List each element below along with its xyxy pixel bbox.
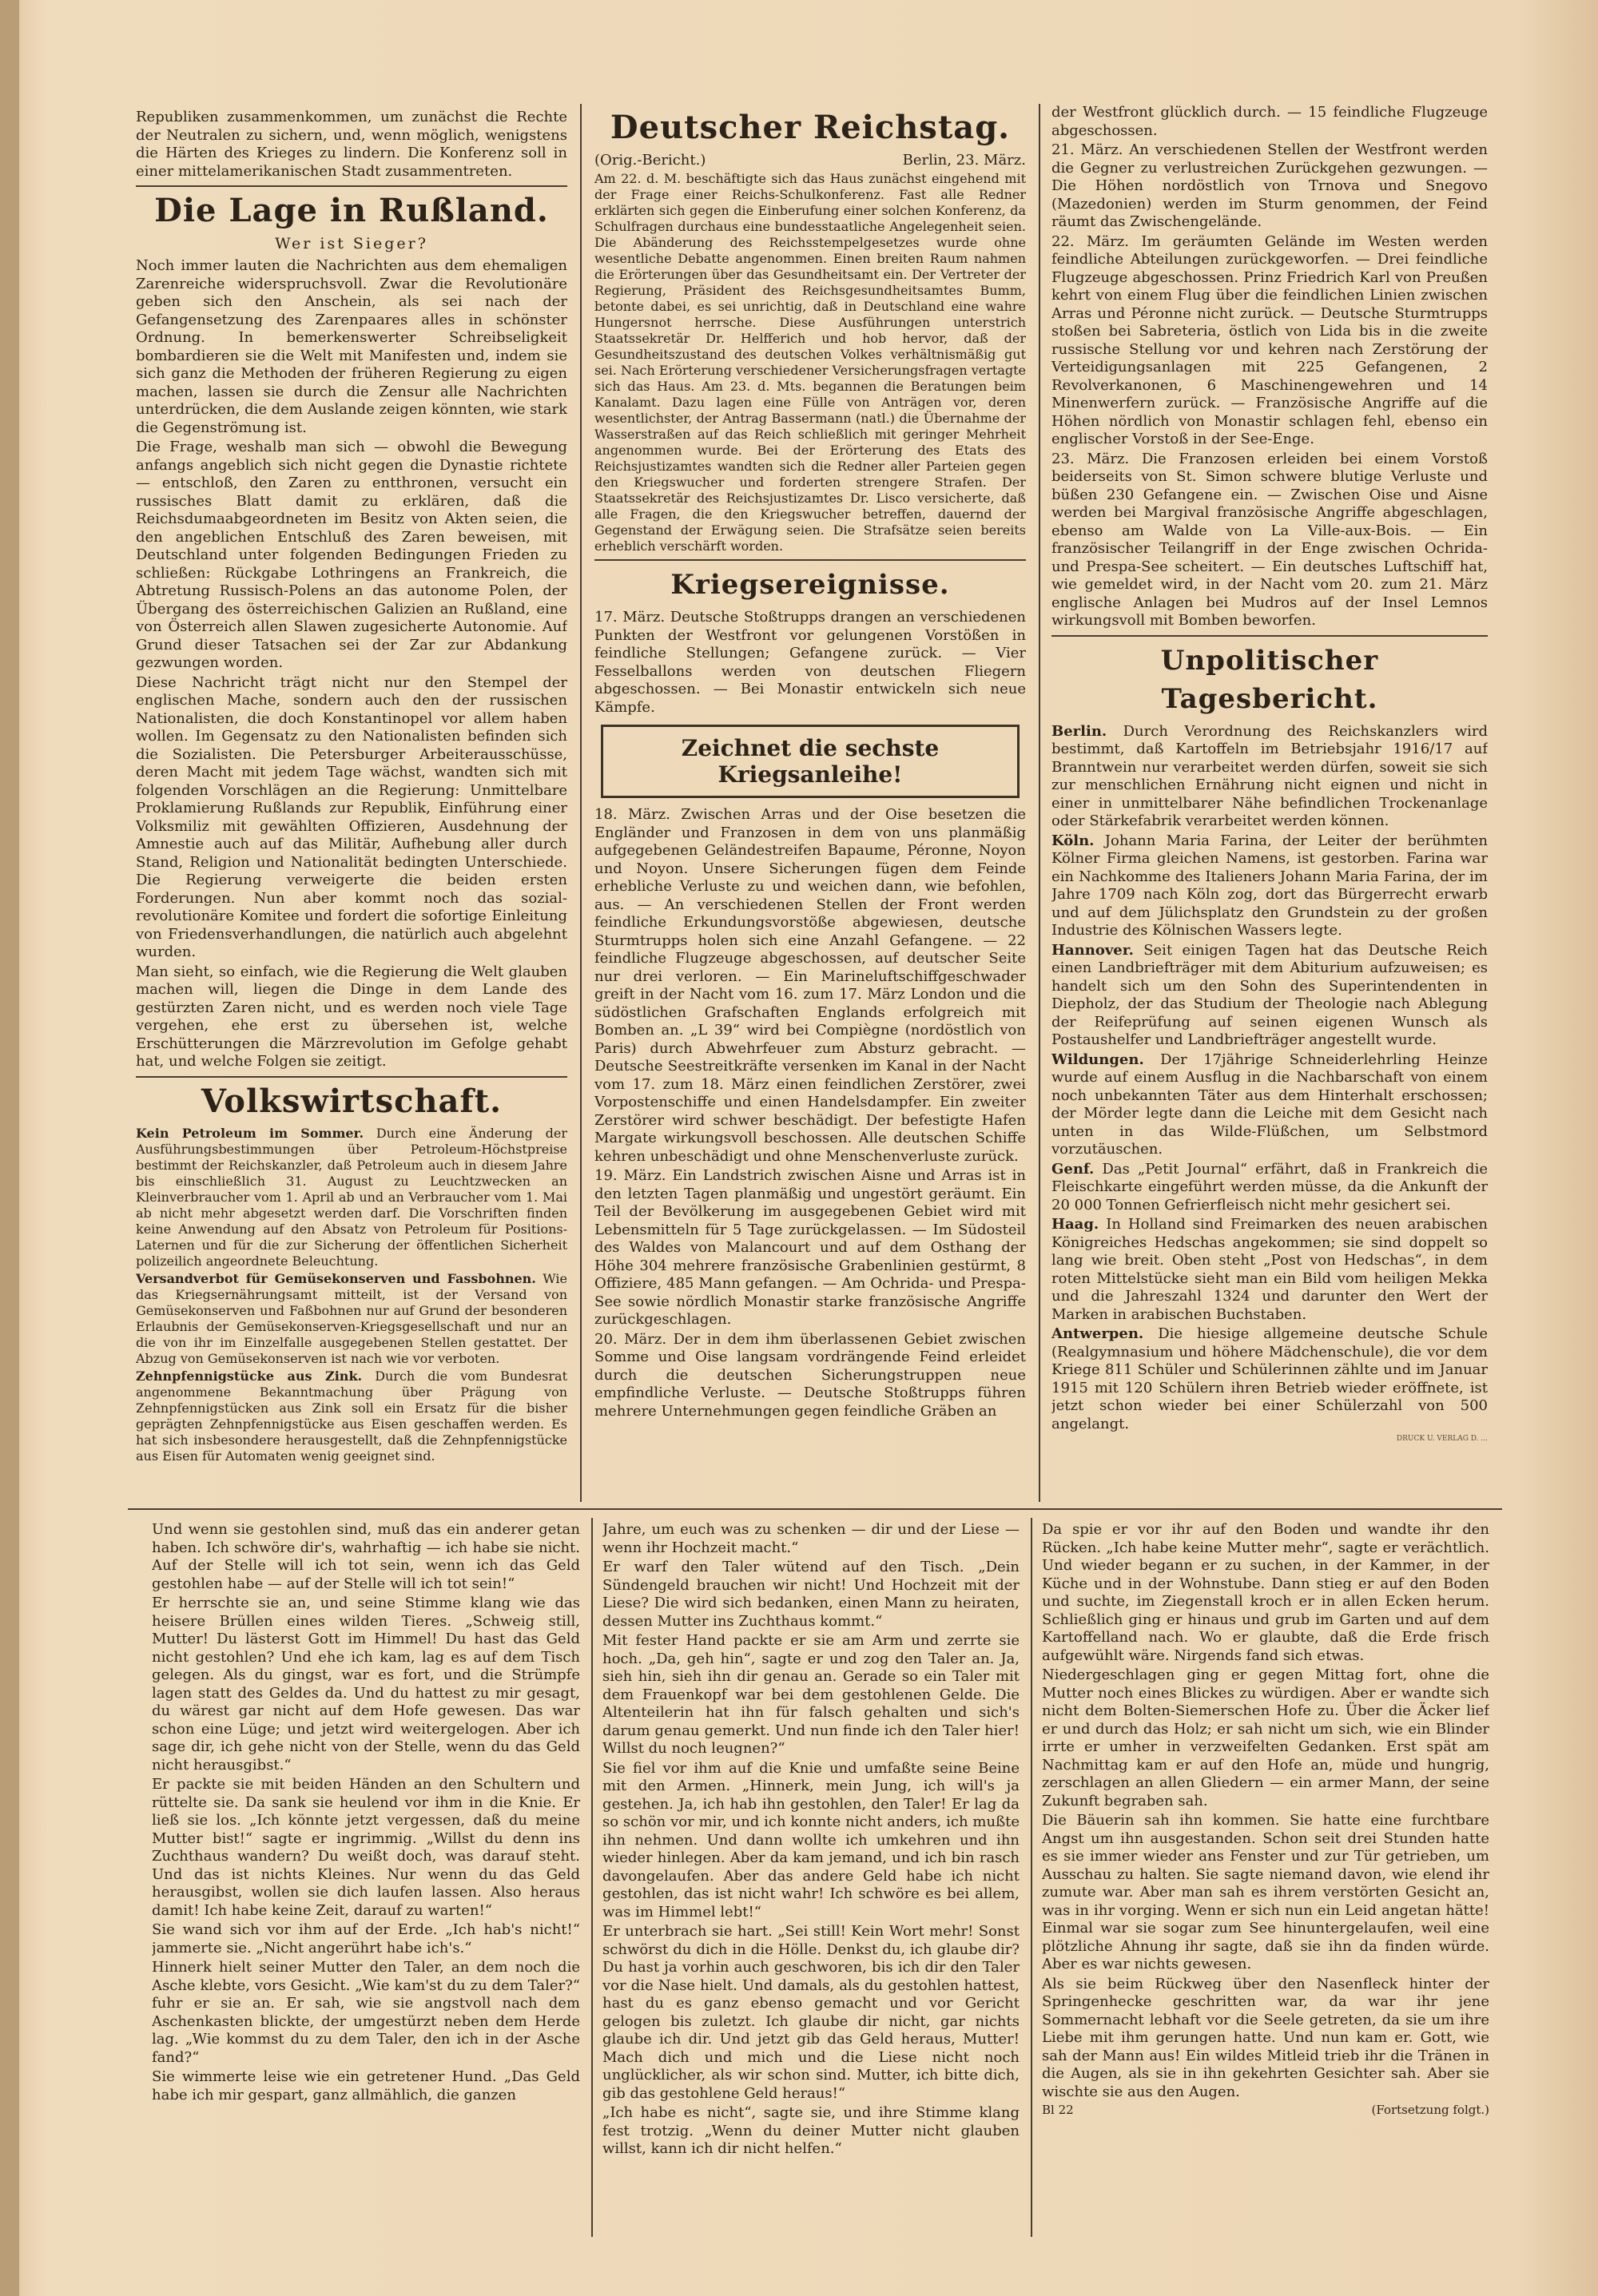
econ-item xyxy=(136,1271,567,1367)
news-item-place: Berlin. xyxy=(1051,722,1107,740)
news-item-text: Seit einigen Tagen hat das Deutsche Reich einen Landbriefträger mit dem Abiturium aufzuweisen; es handelt sich um den Sohn des Superintendenten in Diepholz, der das Studium der Theologie nach Ablegung der Reifeprüfung auf seinen eigenen Wunsch als Postaushelfer und Landbriefträger angestellt wurde. xyxy=(1051,941,1488,1048)
story-paragraph: Jahre, um euch was zu schenken — dir und der Liese — wenn ihr Hochzeit macht.“ xyxy=(602,1521,1020,1556)
news-item-place: Wildungen. xyxy=(1051,1051,1144,1068)
econ-item-text: Durch eine Änderung der Ausführungsbestimmungen über Petroleum-Höchstpreise bestimmt der Reichskanzler, daß Petroleum auch in diesem Jahre bis einschließlich 31. August zu Leuchtzwecken an Kleinverbraucher vom 1. April ab und an Verbraucher vom 1. Mai ab nicht mehr abgesetzt werden darf. Die Vorschriften finden keine Anwendung auf den Absatz von Petroleum für Positions-Laternen und für die zur Sicherung der öffentlichen Sicherheit polizeilich angeordnete Beleuchtung. xyxy=(136,1125,567,1269)
divider xyxy=(136,185,567,187)
econ-item-lead: Kein Petroleum im Sommer. xyxy=(136,1125,364,1141)
news-item-text: Die hiesige allgemeine deutsche Schule (Realgymnasium und höhere Mädchenschule), die vor dem Kriege 811 Schüler und Schülerinnen zählte und im Januar 1915 mit 120 Schülern ihren Betrieb wieder eröffnete, ist jetzt schon wieder bei einer Schülerzahl von 500 angelangt. xyxy=(1051,1325,1488,1432)
news-item-place: Hannover. xyxy=(1051,941,1134,959)
war-report: 21. März. An verschiedenen Stellen der Westfront werden die Gegner zu verlustreichen Zurückgehen gezwungen. — Die Höhen nordöstlich von Trnova und Snegovo (Mazedonien) werden im Sturm genommen, der Feind räumt das Zwischengelände. xyxy=(1051,141,1488,230)
news-item-text: In Holland sind Freimarken des neuen arabischen Königreiches Hedschas angekommen; sie sind doppelt so lang wie breit. Oben steht „Post von Hedschas“, in dem roten Mittelstücke sieht man ein Bild vom heiligen Mekka und die Jahreszahl 1324 und darunter den Wert der Marken in arabischen Buchstaben. xyxy=(1051,1216,1488,1323)
econ-item-lead: Versandverbot für Gemüsekonserven und Fassbohnen. xyxy=(136,1270,536,1286)
news-item-text: Johann Maria Farina, der Leiter der berühmten Kölner Firma gleichen Namens, ist gestorben. Farina war ein Nachkomme des Italieners Johann Maria Farina, der im Jahre 1709 nach Köln zog, dort das Bürgerrecht erwarb und auf dem Jülichsplatz den Grundstein zu der großen Industrie des Kölnischen Wassers legte. xyxy=(1051,832,1488,939)
story-paragraph: Er unterbrach sie hart. „Sei still! Kein Wort mehr! Sonst schwörst du dich in die Hölle. Denkst du, ich glaube dir? Du hast ja vorhin auch geschworen, bis ich dir den Taler vor die Nase hielt. Und damals, als du gestohlen hattest, hast du es ganz ebenso gemacht und vor Gericht gelogen bis zuletzt. Ich glaube dir nicht, gar nichts glaube ich dir. Und jetzt gib das Geld heraus, Mutter! Mach dich und mich und die Liese nicht noch unglücklicher, als wir schon sind. Mutter, ich bitte dich, gib das gestohlene Geld heraus!“ xyxy=(602,1923,1020,2102)
war-report: der Westfront glücklich durch. — 15 feindliche Flugzeuge abgeschossen. xyxy=(1051,104,1488,139)
news-item xyxy=(1051,1051,1488,1159)
news-item-text: Das „Petit Journal“ erfährt, daß in Frankreich die Fleischkarte eingeführt werden müsse, da die Ankunft der 20 000 Tonnen Gefrierfleisch nicht mehr gesichert sei. xyxy=(1051,1160,1488,1214)
econ-item-text: Wie das Kriegsernährungsamt mitteilt, ist der Versand von Gemüsekonserven und Faßbohnen nur auf Grund der besonderen Erlaubnis der Gemüsekonserven-Kriegsgesellschaft und nur an die von ihr im Einzelfalle ausgegebenen Stellen gestattet. Der Abzug von Gemüsekonserven ist nach wie vor verboten. xyxy=(136,1270,567,1366)
news-item-text: Durch Verordnung des Reichskanzlers wird bestimmt, daß Kartoffeln im Betriebsjahr 1916/17 auf Branntwein nur verarbeitet werden dürfen, soweit sie sich zur menschlichen Ernährung nicht eignen und nicht in einer in unmittelbarer Nähe befindlichen Trockenanlage oder Stärkefabrik verarbeitet werden können. xyxy=(1051,722,1488,829)
story-paragraph: Sie wand sich vor ihm auf der Erde. „Ich hab's nicht!“ jammerte sie. „Nicht angerührt habe ich's.“ xyxy=(152,1921,580,1956)
war-report: 23. März. Die Franzosen erleiden bei einem Vorstoß beiderseits von St. Simon schwere blutige Verluste und büßen 230 Gefangene ein. — Zwischen Oise und Aisne werden bei Margival französische Angriffe abgeschlagen, ebenso am Walde von La Ville-aux-Bois. — Ein französischer Teilangriff in der Enge zwischen Ochrida- und Prespa-See scheitert. — Ein deutsches Luftschiff hat, wie gemeldet wird, in der Nacht vom 20. zum 21. März englische Anlagen bei Mudros auf der Insel Lemnos wirkungsvoll mit Bomben beworfen. xyxy=(1051,450,1488,629)
news-item-place: Antwerpen. xyxy=(1051,1325,1144,1342)
story-paragraph: Die Bäuerin sah ihn kommen. Sie hatte eine furchtbare Angst um ihn ausgestanden. Schon seit drei Stunden hatte es sie immer wieder ans Fenster und zur Tür getrieben, um Ausschau zu halten. Sie sagte niemand davon, wie elend ihr zumute war. Aber man sah es ihrem verstörten Gesicht an, was in ihr vorging. Wenn er sich nun ein Leid angetan hätte! Einmal war sie sogar zum See hinuntergelaufen, weil eine plötzliche Ahnung ihr sagte, daß sie ihn da finden würde. Aber es war nichts gewesen. xyxy=(1042,1812,1489,1972)
war-loan-box: Zeichnet die sechste Kriegsanleihe! xyxy=(601,725,1020,798)
war-report: 18. März. Zwischen Arras und der Oise besetzen die Engländer und Franzosen in dem von uns planmäßig aufgegebenen Geländestreifen Bapaume, Péronne, Noyon und Noyon. Unsere Sicherungen fügen dem Feinde erhebliche Verluste zu und weichen dann, wie befohlen, aus. — An verschiedenen Stellen der Front werden feindliche Erkundungsvorstöße abgewiesen, deutsche Sturmtrupps holen sich eine Anzahl Gefangene. — 22 feindliche Flugzeuge abgeschossen, auf deutscher Seite nur drei verloren. — Ein Marineluftschiffgeschwader greift in der Nacht vom 16. zum 17. März London und die südöstlichen Grafschaften Englands erfolgreich mit Bomben an. „L 39“ wird bei Compiègne (nordöstlich von Paris) durch Abwehrfeuer zum Absturz gebracht. — Deutsche Seestreitkräfte versenken im Kanal in der Nacht vom 17. zum 18. März einen feindlichen Zerstörer, zwei Vorpostenschiffe und einen Handelsdampfer. Ein zweiter Zerstörer wird schwer beschädigt. Der befestigte Hafen Margate wirkungsvoll beschossen. Alle deutschen Schiffe kehren unbeschädigt und ohne Menschenverluste zurück. xyxy=(594,806,1026,1165)
kriegsereignisse-headline: Kriegsereignisse. xyxy=(670,569,950,601)
story-column-3 xyxy=(1042,1521,1489,2240)
news-item xyxy=(1051,1161,1488,1215)
econ-item xyxy=(136,1368,567,1464)
column-rule xyxy=(1031,1518,1032,2237)
printer-imprint: DRUCK U. VERLAG D. ... xyxy=(1396,1435,1488,1443)
story-footer xyxy=(1042,2103,1489,2117)
news-item xyxy=(1051,1325,1488,1433)
article-paragraph: Am 22. d. M. beschäftigte sich das Haus zunächst eingehend mit der Frage einer Reichs-Schulkonferenz. Fast alle Redner erklärten sich gegen die Einberufung einer solchen Konferenz, da Schulfragen durchaus eine bundesstaatliche Angelegenheit seien. Die Abänderung des Reichsstempelgesetzes wurde ohne wesentliche Debatte angenommen. Einen breiten Raum nahmen die Erörterungen über das Gesundheitsamt ein. Der Vertreter der Regierung, Präsident des Reichsgesundheitsamtes Bumm, betonte dabei, es sei unrichtig, daß in Deutschland eine wahre Hungersnot herrsche. Diese Ausführungen unterstrich Staatssekretär Dr. Helfferich und hob hervor, daß der Gesundheitszustand des deutschen Volkes verhältnismäßig gut sei. Nach Erörterung verschiedener Versicherungsfragen vertagte sich das Haus. Am 23. d. Mts. begannen die Beratungen beim Kanalamt. Dazu lagen eine Fülle von Anträgen vor, deren wesentlichster, der Antrag Bassermann (natl.) die Übernahme der Wasserstraßen auf das Reich schließlich mit geringer Mehrheit angenommen wurde. Bei der Erörterung des Etats des Reichsjustizamtes wandten sich die Redner aller Parteien gegen den Kriegswucher und forderten strengere Strafen. Der Staatssekretär des Reichsjustizamtes Dr. Lisco versicherte, daß alle Fragen, die den Kriegswucher betreffen, dauernd der Gegenstand der Erwägung seien. Die Strafsätze seien bereits erheblich verschärft worden. xyxy=(594,171,1026,554)
russland-subtitle: Wer ist Sieger? xyxy=(275,235,428,252)
news-item-place: Genf. xyxy=(1051,1160,1095,1178)
right-column xyxy=(1051,104,1488,1502)
story-paragraph: Und wenn sie gestohlen sind, muß das ein anderer getan haben. Ich schwöre dir's, wahrhaftig — ich habe sie nicht. Auf der Stelle will ich tot sein, wenn ich das Geld gestohlen habe — auf der Stelle will ich tot sein!“ xyxy=(152,1521,580,1592)
war-report: 17. März. Deutsche Stoßtrupps drangen an verschiedenen Punkten der Westfront vor gelungenen Vorstößen in feindliche Stellungen; Gefangene zurück. — Vier Fesselballons werden von deutschen Fliegern abgeschossen. — Bei Monastir entwickeln sich neue Kämpfe. xyxy=(594,609,1026,716)
section-rule xyxy=(128,1508,1502,1510)
story-paragraph: Niedergeschlagen ging er gegen Mittag fort, ohne die Mutter noch eines Blickes zu würdigen. Aber er wandte sich nicht dem Bolten-Siemerschen Hofe zu. Über die Äcker lief er und durch das Holz; er sah nicht um sich, wie ein Blinder irrte er umher in verzweifelten Gedanken. Erst spät am Nachmittag kam er auf den Hofe an, müde und hungrig, zerschlagen an allen Gliedern — ein armer Mann, der seine Zukunft begraben sah. xyxy=(1042,1666,1489,1809)
story-column-1 xyxy=(152,1521,580,2240)
continued-note: (Fortsetzung folgt.) xyxy=(1371,2103,1489,2117)
news-item-place: Haag. xyxy=(1051,1216,1099,1233)
column-rule xyxy=(580,104,582,1502)
story-paragraph: Sie fiel vor ihm auf die Knie und umfaßte seine Beine mit den Armen. „Hinnerk, mein Jung, ich will's ja gestehen. Ja, ich hab ihn gestohlen, den Taler! Er lag da so schön vor mir, und ich konnte nicht anders, ich mußte ihn nehmen. Und dann wollte ich umkehren und ihn wieder hinlegen. Aber da kam jemand, und ich bin rasch davongelaufen. Aber das andere Geld habe ich nicht gestohlen, das ist nicht wahr! Ich schwöre es bei allem, was im Himmel lebt!“ xyxy=(602,1759,1020,1921)
divider xyxy=(594,559,1026,561)
story-paragraph: Hinnerk hielt seiner Mutter den Taler, an dem noch die Asche klebte, vors Gesicht. „Wie kam'st du zu dem Taler?“ fuhr er sie an. Er sah, wie sie angstvoll nach dem Aschenkasten blickte, der umgestürzt neben dem Herde lag. „Wie kommst du zu dem Taler, den ich in der Asche fand?“ xyxy=(152,1959,580,2066)
orig-bericht: (Orig.-Bericht.) xyxy=(594,152,706,169)
article-paragraph: Die Frage, weshalb man sich — obwohl die Bewegung anfangs angeblich sich nicht gegen die Dynastie richtete — entschloß, den Zaren zu entthronen, versucht ein russisches Blatt damit zu erklären, daß die Reichsdumaabgeordneten im Besitz von Akten seien, die den angeblichen Entschluß des Zaren beweisen, mit Deutschland unter folgenden Bedingungen Frieden zu schließen: Rückgabe Lothringens an Frankreich, die Abtretung Russisch-Polens an das autonome Polen, der Übergang des österreichischen Galizien an Rußland, eine von Österreich allen Slawen zugesicherte Autonomie. Auf Grund dieser Tatsachen sei der Zar zur Abdankung gezwungen worden. xyxy=(136,439,567,671)
story-paragraph: Er warf den Taler wütend auf den Tisch. „Dein Sündengeld brauchen wir nicht! Und Hochzeit mit der Liese? Die wird sich bedanken, einen Mann zu heiraten, dessen Mutter ins Zuchthaus kommt.“ xyxy=(602,1559,1020,1630)
reichstag-headline: Deutscher Reichstag. xyxy=(610,109,1011,146)
divider xyxy=(136,1076,567,1078)
story-paragraph: Mit fester Hand packte er sie am Arm und zerrte sie hoch. „Da, geh hin“, sagte er und zog den Taler an. Ja, sieh hin, sieh ihn dir genau an. Gerade so ein Taler mit dem Frauenkopf war bei dem gestohlenen Gelde. Die Altenteilerin hat ihn für falsch gehalten und sich's darum genau gemerkt. Und nun finde ich den Taler hier! Willst du noch leugnen?“ xyxy=(602,1632,1020,1757)
divider xyxy=(1051,635,1488,637)
econ-item xyxy=(136,1126,567,1269)
war-report: 20. März. Der in dem ihm überlassenen Gebiet zwischen Somme und Oise langsam vordrängende Feind erleidet durch die deutschen Sicherungstruppen neue empfindliche Verluste. — Deutsche Stoßtrupps führen mehrere Unternehmungen gegen feindliche Gräben an xyxy=(594,1330,1026,1420)
signature-mark: Bl 22 xyxy=(1042,2103,1074,2117)
news-item-text: Der 17jährige Schneiderlehrling Heinze wurde auf einem Ausflug in die Nachbarschaft von einem noch unbekannten Täter aus dem Hinterhalt erschossen; der Mörder legte dann die Leiche mit dem Gesicht nach unten in das Wilde-Flüßchen, um Selbstmord vorzutäuschen. xyxy=(1051,1051,1488,1158)
news-item xyxy=(1051,723,1488,831)
russland-headline: Die Lage in Rußland. xyxy=(154,192,549,229)
article-paragraph: Diese Nachricht trägt nicht nur den Stempel der englischen Mache, sondern auch den der russischen Nationalisten, die doch Konstantinopel vor allem haben wollen. Im Gegensatz zu den Nationalisten befinden sich die Sozialisten. Die Petersburger Arbeiterausschüsse, deren Macht mit jedem Tage wächst, wandten sich mit folgenden Vorschlägen an die Regierung: Unmittelbare Proklamierung Rußlands zur Republik, Einführung einer Volksmiliz mit gewählten Offizieren, Ausdehnung der Amnestie auch auf das Militär, Aufhebung aller durch Stand, Religion und Nationalität bedingten Unterschiede. Die Regierung verweigerte die beiden ersten Forderungen. Nun aber kommt noch das sozial-revolutionäre Komitee und fordert die sofortige Einleitung von Friedensverhandlungen, die natürlich auch abgelehnt wurden. xyxy=(136,673,567,960)
article-paragraph: Man sieht, so einfach, wie die Regierung die Welt glauben machen will, liegen die Dinge in dem Lande des gestürzten Zaren nicht, und es werden noch viele Tage vergehen, ehe erst zu übersehen ist, welche Erschütterungen die Märzrevolution im Gefolge gehabt hat, und welche Folgen sie zeitigt. xyxy=(136,963,567,1070)
story-paragraph: Sie wimmerte leise wie ein getretener Hund. „Das Geld habe ich mir gespart, ganz allmählich, die ganzen xyxy=(152,2068,580,2103)
article-paragraph: Noch immer lauten die Nachrichten aus dem ehemaligen Zarenreiche widerspruchsvoll. Zwar die Revolutionäre geben sich den Anschein, als sei nach der Gefangensetzung des Zarenpaares alles in schönster Ordnung. In bemerkenswerter Schreibseligkeit bombardieren sie die Welt mit Manifesten und, indem sie sich ganz die Methoden der früheren Regierung zu eigen machen, lassen sie durch die Zensur alle Nachrichten unterdrücken, die dem Auslande zeigen könnten, wie stark die Gegenströmung ist. xyxy=(136,257,567,436)
dateline xyxy=(594,152,1026,169)
volkswirtschaft-headline: Volkswirtschaft. xyxy=(201,1082,503,1120)
tagesbericht-headline: Unpolitischer Tagesbericht. xyxy=(1160,644,1379,715)
column-rule xyxy=(591,1518,593,2237)
story-paragraph: Er packte sie mit beiden Händen an den Schultern und rüttelte sie. Da sank sie heulend vor ihm in die Knie. Er ließ sie los. „Ich könnte jetzt vergessen, daß du meine Mutter bist!“ sagte er ingrimmig. „Willst du denn ins Zuchthaus wandern? Du weißt doch, was darauf steht. Und das ist nichts Kleines. Nur wenn du das Geld herausgibst, wollen sie dich laufen lassen. Also heraus damit! Ich habe keine Zeit, darauf zu warten!“ xyxy=(152,1776,580,1919)
war-report: 22. März. Im geräumten Gelände im Westen werden feindliche Abteilungen zurückgeworfen. — Drei feindliche Flugzeuge abgeschossen. Prinz Friedrich Karl von Preußen kehrt von einem Flug über die feindlichen Linien zwischen Arras und Péronne nicht zurück. — Deutsche Sturmtrupps stoßen bei Sabreteria, östlich von Lida bis in die zweite russische Stellung vor und kehren nach Zerstörung der Verteidigungsanlagen mit 225 Gefangenen, 2 Revolverkanonen, 6 Maschinengewehren und 14 Minenwerfern zurück. — Französische Angriffe auf die Höhen nördlich von Monastir schlagen fehl, ebenso ein englischer Vorstoß in der See-Enge. xyxy=(1051,232,1488,447)
column-rule xyxy=(1039,104,1040,1502)
left-column xyxy=(136,109,567,1503)
news-item xyxy=(1051,1216,1488,1324)
story-column-2 xyxy=(602,1521,1020,2240)
story-paragraph: Da spie er vor ihr auf den Boden und wandte ihr den Rücken. „Ich habe keine Mutter mehr“, sagte er verächtlich. Und wieder begann er zu suchen, in der Kammer, in der Küche und in der Wohnstube. Dann stieg er auf den Boden und suchte, im Ziegenstall kroch er in allen Ecken herum. Schließlich ging er hinaus und grub im Garten und auf dem Kartoffelland nach. Wo er glaubte, daß die Erde frisch aufgewühlt wäre. Nirgends fand sich etwas. xyxy=(1042,1521,1489,1664)
news-item xyxy=(1051,942,1488,1050)
intro-paragraph: Republiken zusammenkommen, um zunächst die Rechte der Neutralen zu sichern, und, wenn möglich, wenigstens die Härten des Krieges zu lindern. Die Konferenz soll in einer mittelamerikanischen Stadt zusammentreten. xyxy=(136,109,567,180)
news-item xyxy=(1051,832,1488,940)
news-item-place: Köln. xyxy=(1051,832,1095,849)
econ-item-text: Durch die vom Bundesrat angenommene Bekanntmachung über Prägung von Zehnpfennigstücken aus Zink soll ein Ersatz für die bisher geprägten Zehnpfennigstücke aus Eisen geschaffen werden. Es hat sich insbesondere herausgestellt, daß die Zehnpfennigstücke aus Eisen für Automaten wenig geeignet sind. xyxy=(136,1368,567,1464)
story-paragraph: Er herrschte sie an, und seine Stimme klang wie das heisere Brüllen eines wilden Tieres. „Schweig still, Mutter! Du lästerst Gott im Himmel! Du hast das Geld nicht gestohlen? Und ehe ich kam, lag es auf dem Tisch gelegen. Als du gingst, war es fort, und die Strümpfe lagen statt des Geldes da. Und du hattest zu mir gesagt, du wärest gar nicht auf dem Hofe gewesen. Das war schon eine Lüge; und jetzt wird weitergelogen. Aber ich sage dir, ich gehe nicht von der Stelle, wenn du das Geld nicht herausgibst.“ xyxy=(152,1595,580,1774)
story-paragraph: „Ich habe es nicht“, sagte sie, und ihre Stimme klang fest trotzig. „Wenn du deiner Mutter nicht glauben willst, kann ich dir nicht helfen.“ xyxy=(602,2104,1020,2157)
war-report: 19. März. Ein Landstrich zwischen Aisne und Arras ist in den letzten Tagen planmäßig und ungestört geräumt. Ein Teil der Bevölkerung im ausgegebenen Gebiet wird mit Lebensmitteln für 5 Tage zurückgelassen. — Im Südosteil des Waldes von Malancourt und auf dem Osthang der Höhe 304 mehrere französische Grabenlinien gestürmt, 8 Offiziere, 485 Mann gefangen. — Am Ochrida- und Prespa-See sowie nördlich Monastir starke französische Angriffe zurückgeschlagen. xyxy=(594,1167,1026,1328)
econ-item-lead: Zehnpfennigstücke aus Zink. xyxy=(136,1368,363,1384)
middle-column xyxy=(594,104,1026,1502)
page-binding-edge xyxy=(0,0,19,2296)
date: Berlin, 23. März. xyxy=(902,152,1026,169)
story-paragraph: Als sie beim Rückweg über den Nasenfleck hinter der Springenhecke geschritten war, da war ihr jene Sommernacht lebhaft vor die Seele getreten, da sie um ihre Liebe mit ihm gerungen hatte. Und nun kam er. Gott, wie sah der Mann aus! Ein wildes Mitleid trieb ihr die Tränen in die Augen, als sie in ihn gekehrten Gesichter sah. Aber sie wischte sie aus den Augen. xyxy=(1042,1975,1489,2100)
